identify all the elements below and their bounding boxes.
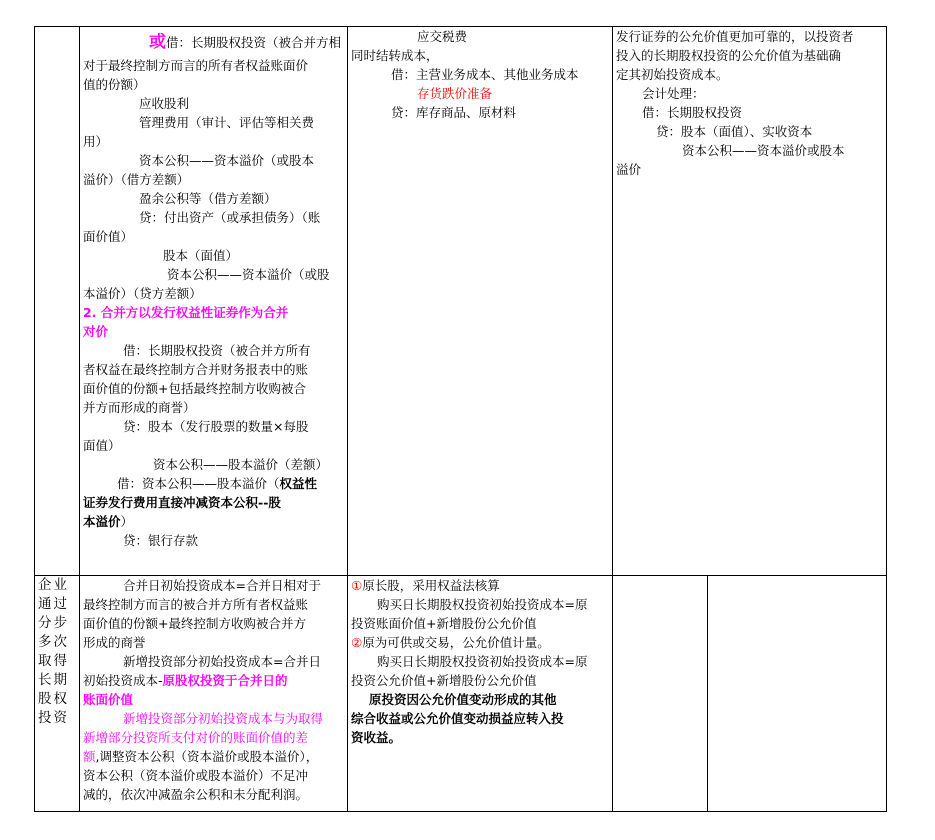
row1-label-cell [35,27,80,576]
row2-label-cell: 企业 通过 分步 多次 取得 长期 股权 投资 [35,576,80,812]
circled-one-marker: ① [351,578,363,593]
row1-col4-cell: 发行证券的公允价值更加可靠的，以投资者 投入的长期股权投资的公允价值为基础确 定其初始投资成本。 会计处理： 借：长期股权投资 贷：股本（面值）、实收资本 资本公积——资本溢价或股本 溢价 [613,27,887,576]
or-marker: 或 [149,33,166,52]
inventory-impairment-note: 存货跌价准备 [417,86,493,101]
row2-col4a-cell [613,576,708,812]
section-heading-2: 2. 合并方以发行权益性证券作为合并 [83,305,289,320]
table-row [35,576,887,812]
row2-col4b-cell [708,576,887,812]
accounting-table [34,26,887,812]
circled-two-marker: ② [351,635,363,650]
row2-col3-cell: ①原长股，采用权益法核算 购买日长期股权投资初始投资成本=原 投资账面价值+新增股份公允价值 ②原为可供或交易，公允价值计量。 购买日长期股权投资初始投资成本=原 投资公允价值+新增股份公允价值 原投资因公允价值变动形成的其他 综合收益或公允价值变动损益应转入投 资收益。 [348,576,613,812]
table-row [35,27,887,576]
row1-col2-cell: 或借：长期股权投资（被合并方相 对于最终控制方而言的所有者权益账面价 值的份额） 应收股利 管理费用（审计、评估等相关费 用） 资本公积——资本溢价（或股本 溢价）（借方差额） 盈余公积等（借方差额） 贷：付出资产（或承担债务）（账 面价值） 股本（面值） 资本公积——资本溢价（或股 本溢价）（贷方差额） 2. 合并方以发行权益性证券作为合并 对价 借：长期股权投资（被合并方所有 者权益在最终控制方合并财务报表中的账 面价值的份额+包括最终控制方收购被合 并方而形成的商誉） 贷：股本（发行股票的数量×每股 面值） 资本公积——股本溢价（差额） 借：资本公积——股本溢价（权益性 证券发行费用直接冲减资本公积--股 本溢价） 贷：银行存款 [80,27,348,576]
row2-col2-cell: 合并日初始投资成本=合并日相对于 最终控制方而言的被合并方所有者权益账 面价值的份额+最终控制方收购被合并方 形成的商誉 新增投资部分初始投资成本=合并日 初始投资成本-原股权投资于合并日的 账面价值 新增投资部分初始投资成本与为取得 新增部分投资所支付对价的账面价值的差 额,调整资本公积（资本溢价或股本溢价）， 资本公积（资本溢价或股本溢价）不足冲 减的，依次冲减盈余公积和未分配利润。 [80,576,348,812]
row1-col3-cell: 应交税费 同时结转成本， 借：主营业务成本、其他业务成本 存货跌价准备 贷：库存商品、原材料 [348,27,613,576]
